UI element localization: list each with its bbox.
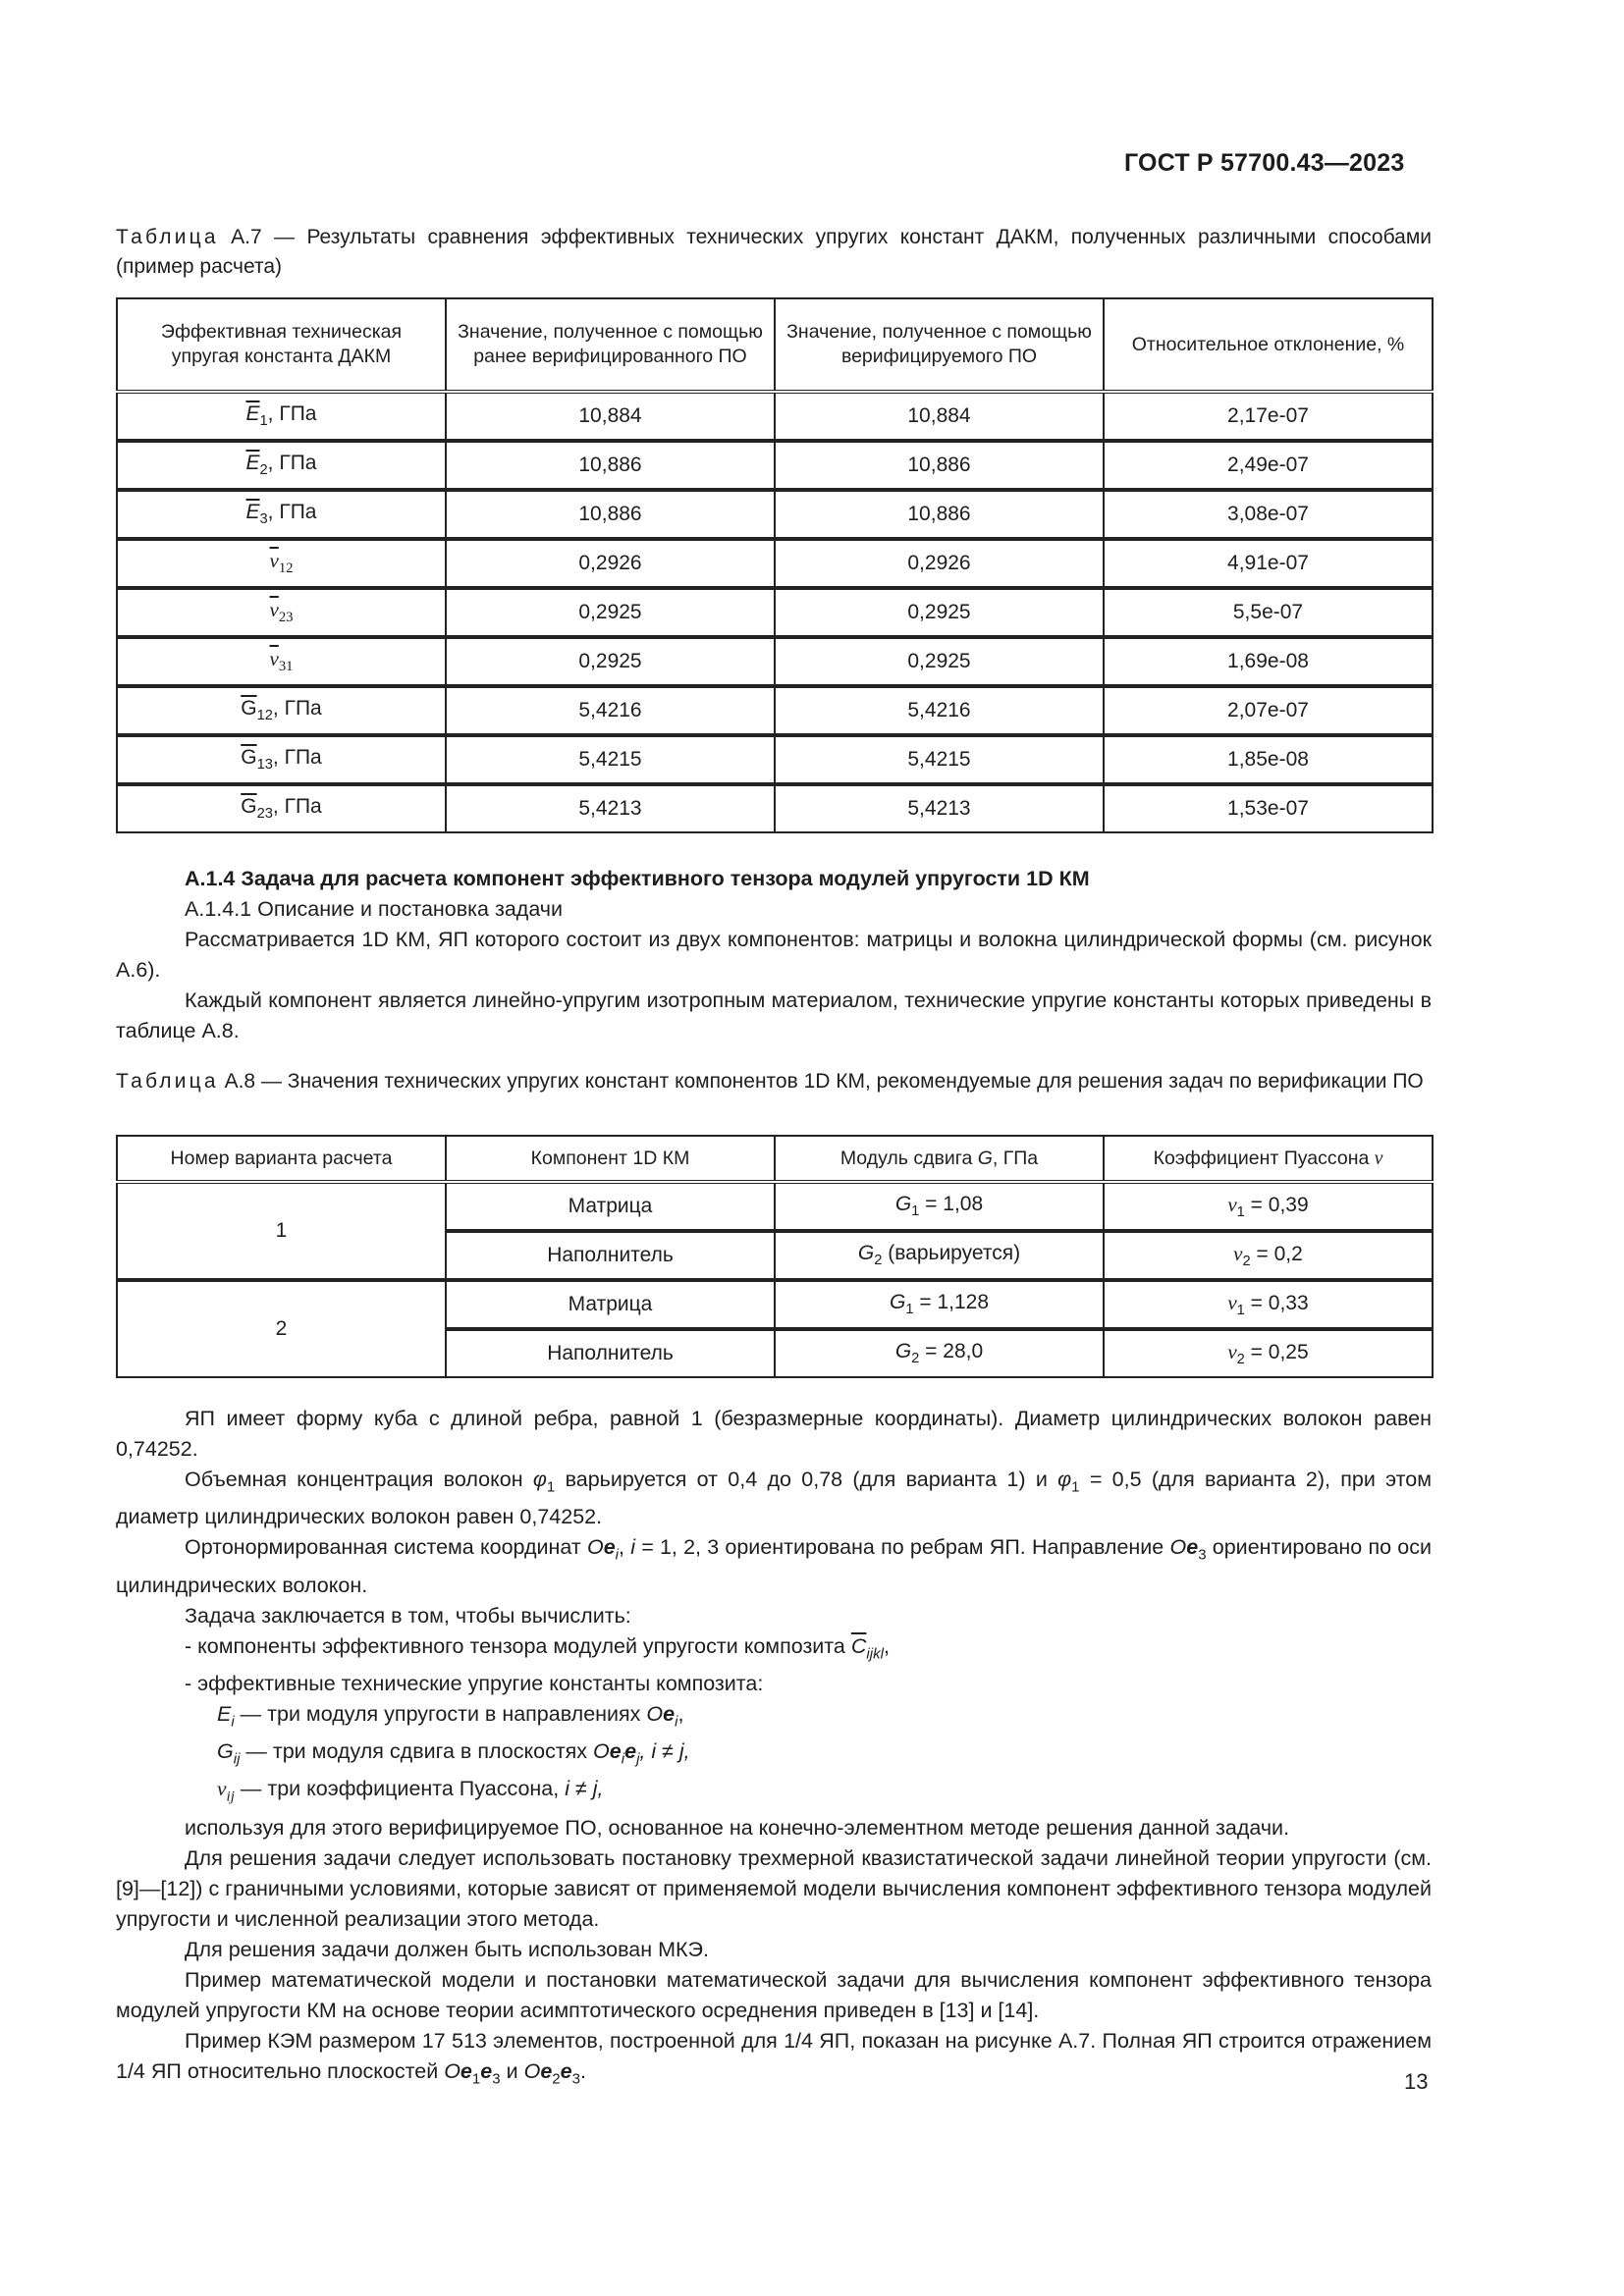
symbol: v xyxy=(1233,1241,1243,1265)
unit: , ГПа xyxy=(272,697,322,721)
list-item xyxy=(116,1736,1432,1774)
subscript: 31 xyxy=(278,659,294,675)
unit: , ГПа xyxy=(272,795,322,819)
verified-value-cell: 5,4213 xyxy=(775,784,1104,832)
phi-symbol: φ xyxy=(1057,1468,1072,1491)
variant-number-cell: 2 xyxy=(117,1280,446,1377)
table-a7 xyxy=(116,297,1434,833)
subscript: 1 xyxy=(259,413,268,430)
subscript: 2 xyxy=(1236,1352,1245,1368)
math-G-ij: $G_{ij}$ xyxy=(217,1739,241,1768)
caption-label: Таблица xyxy=(116,1070,219,1093)
table-row xyxy=(117,539,1433,588)
constant-cell xyxy=(117,539,446,588)
symbol: $\overline{E}$ xyxy=(245,402,260,426)
paragraph: Задача заключается в том, чтобы вычислить: xyxy=(185,1603,631,1628)
deviation-cell: 2,49e-07 xyxy=(1104,441,1433,490)
column-header: Эффективная техническая упругая константа ДАКМ xyxy=(117,298,446,392)
text: Ортонормированная система координат xyxy=(185,1535,587,1560)
paragraph xyxy=(116,1532,1432,1600)
list-item: - эффективные технические упругие константы композита: xyxy=(185,1671,764,1695)
shear-modulus-cell xyxy=(775,1182,1104,1231)
column-header: Значение, полученное с помощью верифицируемого ПО xyxy=(775,298,1104,392)
caption-text: А.7 — Результаты сравнения эффективных технических упругих констант ДАКМ, полученных различными способами (пример расчета) xyxy=(116,226,1432,278)
deviation-cell: 5,5e-07 xyxy=(1104,588,1433,637)
math-Oe2e3: $Oe_2e_3$ xyxy=(523,2058,580,2087)
text: и xyxy=(500,2058,524,2083)
subscript: 2 xyxy=(874,1253,883,1269)
text: Пример КЭМ размером 17 513 элементов, построенной для 1/4 ЯП, показан на рисунке А.7. Полная ЯП строится отражением 1/4 ЯП относительно плоскостей xyxy=(116,2028,1432,2083)
constant-cell xyxy=(117,490,446,539)
deviation-cell: 4,91e-07 xyxy=(1104,539,1433,588)
symbol: $\overline{E}$ xyxy=(245,501,260,524)
symbol: G xyxy=(894,1340,912,1363)
column-header: Значение, полученное с помощью ранее верифицированного ПО xyxy=(446,298,775,392)
symbol: $\overline{G}$ xyxy=(241,697,257,721)
text: Объемная концентрация волокон xyxy=(185,1468,533,1491)
paragraph: Каждый компонент является линейно-упругим изотропным материалом, технические упругие константы которых приведены в таблице А.8. xyxy=(116,988,1432,1042)
table-row xyxy=(117,1182,1433,1231)
math-E-i: $E_i$ xyxy=(217,1701,235,1731)
deviation-cell: 1,69e-08 xyxy=(1104,637,1433,686)
math-Oe-i: $Oe_i$ xyxy=(586,1535,620,1564)
table-row xyxy=(117,784,1433,832)
paragraph: Пример математической модели и постановки математической задачи для вычисления компонент эффективного тензора модулей упругости КМ на основе теории асимптотического осреднения приведен в [13] и [14]. xyxy=(116,1967,1432,2022)
body-text xyxy=(116,1404,1432,2094)
symbol: $\overline{E}$ xyxy=(245,452,260,475)
text: = 0,5 (для варианта 2), при этом диаметр цилиндрических волокон равен 0,74252. xyxy=(116,1468,1432,1529)
verified-value-cell: 10,886 xyxy=(775,441,1104,490)
symbol: $\overline{v}$ xyxy=(269,549,279,573)
paragraph xyxy=(116,1813,1432,1843)
constant-cell xyxy=(117,784,446,832)
subscript: 12 xyxy=(278,561,294,577)
symbol: $\overline{v}$ xyxy=(269,598,279,622)
component-cell: Матрица xyxy=(446,1280,775,1329)
math-nu-ij: $v_{ij}$ xyxy=(217,1777,235,1805)
verified-value-cell: 0,2925 xyxy=(775,588,1104,637)
verified-value-cell: 0,2926 xyxy=(775,539,1104,588)
nu-symbol: v xyxy=(1374,1148,1383,1169)
subscript: 1 xyxy=(1236,1303,1245,1319)
value: = 0,25 xyxy=(1244,1340,1309,1363)
subscript: 1 xyxy=(905,1302,914,1318)
paragraph: Рассматривается 1D КМ, ЯП которого состоит из двух компонентов: матрицы и волокна цилиндрической формы (см. рисунок А.6). xyxy=(116,928,1432,982)
subscript: 1 xyxy=(911,1203,920,1220)
verified-value-cell: 10,886 xyxy=(775,490,1104,539)
subscript: ijkl xyxy=(866,1644,884,1662)
text: — три коэффициента Пуассона, xyxy=(234,1777,566,1801)
subsection-heading: А.1.4.1 Описание и постановка задачи xyxy=(185,897,564,921)
table-header-row xyxy=(117,298,1433,392)
unit: , ГПа xyxy=(272,746,322,770)
subscript: 23 xyxy=(256,806,273,823)
c-symbol: $\overline{C}$ xyxy=(850,1633,867,1658)
text: . xyxy=(580,2058,586,2083)
subscript: 23 xyxy=(278,610,294,626)
text: используя для этого верифицируемое ПО, основанное на конечно-элементном методе решения данной задачи. xyxy=(185,1815,1290,1840)
caption-label: Таблица xyxy=(116,226,219,248)
table-a7-caption xyxy=(116,223,1432,282)
math-Oe-i: $Oe_i$ xyxy=(646,1701,678,1731)
caption-text: А.8 — Значения технических упругих констант компонентов 1D КМ, рекомендуемые для решения задач по верификации ПО xyxy=(218,1070,1424,1093)
value: = 0,33 xyxy=(1244,1291,1309,1314)
poisson-cell xyxy=(1104,1182,1433,1231)
paragraph: Для решения задачи следует использовать постановку трехмерной квазистатической задачи линейной теории упругости (см. [9]—[12]) с граничными условиями, которые зависят от применяемой модели вычисления компонент эффективного тензора модулей упругости и численной реализации этого метода. xyxy=(116,1845,1432,1931)
subscript: 13 xyxy=(256,757,273,774)
text: , i ≠ j, xyxy=(639,1739,690,1764)
text: ориентировано по оси цилиндрических волокон. xyxy=(116,1535,1432,1597)
subscript: 2 xyxy=(259,462,268,479)
paragraph: Для решения задачи должен быть использован МКЭ. xyxy=(185,1937,709,1961)
subscript: 1 xyxy=(1236,1204,1245,1221)
prev-value-cell: 0,2925 xyxy=(446,588,775,637)
shear-modulus-cell xyxy=(775,1231,1104,1280)
standard-id-header: ГОСТ Р 57700.43—2023 xyxy=(1124,149,1405,177)
table-row xyxy=(117,441,1433,490)
section-heading: А.1.4 Задача для расчета компонент эффективного тензора модулей упругости 1D КМ xyxy=(185,867,1090,890)
math-Oe-3: $Oe_3$ xyxy=(1169,1535,1207,1564)
math-i: i xyxy=(630,1535,635,1560)
value: = 28,0 xyxy=(919,1340,984,1363)
prev-value-cell: 10,884 xyxy=(446,392,775,441)
poisson-cell xyxy=(1104,1231,1433,1280)
component-cell: Матрица xyxy=(446,1182,775,1231)
symbol: v xyxy=(1227,1290,1237,1314)
constant-cell xyxy=(117,637,446,686)
symbol: G xyxy=(894,1193,912,1216)
unit: , ГПа xyxy=(267,501,317,524)
subscript: 1 xyxy=(1071,1478,1080,1496)
constant-cell xyxy=(117,392,446,441)
value: = 1,08 xyxy=(919,1193,984,1216)
column-header xyxy=(775,1136,1104,1182)
unit: , ГПа xyxy=(267,452,317,475)
symbol: G xyxy=(857,1242,875,1265)
constant-cell xyxy=(117,588,446,637)
symbol: G xyxy=(890,1291,906,1314)
list-item: - компоненты эффективного тензора модулей упругости композита $\overline{C}_{ijkl}$, xyxy=(185,1633,890,1662)
subscript: 3 xyxy=(259,511,268,528)
list-item xyxy=(116,1774,1432,1812)
shear-modulus-cell xyxy=(775,1329,1104,1377)
prev-value-cell: 10,886 xyxy=(446,441,775,490)
shear-modulus-cell xyxy=(775,1280,1104,1329)
poisson-cell xyxy=(1104,1329,1433,1377)
phi-symbol: φ xyxy=(532,1468,547,1491)
header-text: Коэффициент Пуассона xyxy=(1153,1147,1375,1169)
prev-value-cell: 5,4215 xyxy=(446,735,775,784)
verified-value-cell: 10,884 xyxy=(775,392,1104,441)
verified-value-cell: 5,4216 xyxy=(775,686,1104,735)
table-row xyxy=(117,1280,1433,1329)
symbol: $\overline{G}$ xyxy=(241,746,257,770)
table-row xyxy=(117,392,1433,441)
table-row xyxy=(117,735,1433,784)
variant-number-cell: 1 xyxy=(117,1182,446,1280)
constant-cell xyxy=(117,686,446,735)
value: (варьируется) xyxy=(882,1242,1021,1265)
deviation-cell: 3,08e-07 xyxy=(1104,490,1433,539)
value: = 0,39 xyxy=(1244,1193,1309,1216)
text: - компоненты эффективного тензора модулей упругости композита xyxy=(185,1633,851,1658)
subscript: 12 xyxy=(256,708,273,724)
paragraph: ЯП имеет форму куба с длиной ребра, равной 1 (безразмерные координаты). Диаметр цилиндрических волокон равен 0,74252. xyxy=(116,1407,1432,1461)
text: = 1, 2, 3 ориентирована по ребрам ЯП. Направление xyxy=(634,1535,1170,1560)
page-number: 13 xyxy=(1404,2069,1429,2094)
table-row xyxy=(117,490,1433,539)
text: i ≠ j, xyxy=(565,1777,604,1801)
constant-cell xyxy=(117,735,446,784)
deviation-cell: 1,53e-07 xyxy=(1104,784,1433,832)
paragraph xyxy=(116,1465,1432,1532)
prev-value-cell: 10,886 xyxy=(446,490,775,539)
g-symbol: G xyxy=(977,1147,993,1169)
text: , xyxy=(619,1535,631,1560)
verified-value-cell: 5,4215 xyxy=(775,735,1104,784)
component-cell: Наполнитель xyxy=(446,1329,775,1377)
symbol: $\overline{G}$ xyxy=(241,795,257,819)
deviation-cell: 2,17e-07 xyxy=(1104,392,1433,441)
prev-value-cell: 0,2926 xyxy=(446,539,775,588)
verified-value-cell: 0,2925 xyxy=(775,637,1104,686)
prev-value-cell: 5,4216 xyxy=(446,686,775,735)
subscript: 1 xyxy=(546,1478,556,1496)
subscript: 2 xyxy=(911,1351,920,1367)
value: = 1,128 xyxy=(913,1291,989,1314)
prev-value-cell: 5,4213 xyxy=(446,784,775,832)
paragraph xyxy=(116,2026,1432,2094)
table-a8-caption xyxy=(116,1067,1432,1096)
subscript: 2 xyxy=(1242,1254,1251,1270)
table-row xyxy=(117,637,1433,686)
text: варьируется от 0,4 до 0,78 (для варианта 1) и xyxy=(555,1468,1058,1491)
poisson-cell xyxy=(1104,1280,1433,1329)
deviation-cell: 1,85e-08 xyxy=(1104,735,1433,784)
math-Oe-i-e-j: $Oe_ie_j$ xyxy=(593,1739,640,1768)
column-header xyxy=(1104,1136,1433,1182)
text: — три модуля сдвига в плоскостях xyxy=(240,1739,594,1764)
component-cell: Наполнитель xyxy=(446,1231,775,1280)
column-header: Относительное отклонение, % xyxy=(1104,298,1433,392)
deviation-cell: 2,07e-07 xyxy=(1104,686,1433,735)
symbol: $\overline{v}$ xyxy=(269,647,279,671)
table-a8 xyxy=(116,1135,1434,1378)
table-header-row xyxy=(117,1136,1433,1182)
prev-value-cell: 0,2925 xyxy=(446,637,775,686)
symbol: v xyxy=(1227,1339,1237,1363)
math-Oe1e3: $Oe_1e_3$ xyxy=(444,2058,501,2087)
header-text: Модуль сдвига xyxy=(839,1147,978,1169)
value: = 0,2 xyxy=(1250,1242,1303,1265)
section-a14 xyxy=(116,864,1432,1046)
table-row xyxy=(117,588,1433,637)
constant-cell xyxy=(117,441,446,490)
column-header: Номер варианта расчета xyxy=(117,1136,446,1182)
table-row xyxy=(117,686,1433,735)
list-item: $E_i$ — три модуля упругости в направлениях $Oe_i$, xyxy=(217,1701,684,1731)
text: — три модуля упругости в направлениях xyxy=(234,1701,647,1726)
header-text: , ГПа xyxy=(992,1147,1039,1169)
symbol: v xyxy=(1227,1192,1237,1216)
column-header: Компонент 1D КМ xyxy=(446,1136,775,1182)
unit: , ГПа xyxy=(267,402,317,426)
